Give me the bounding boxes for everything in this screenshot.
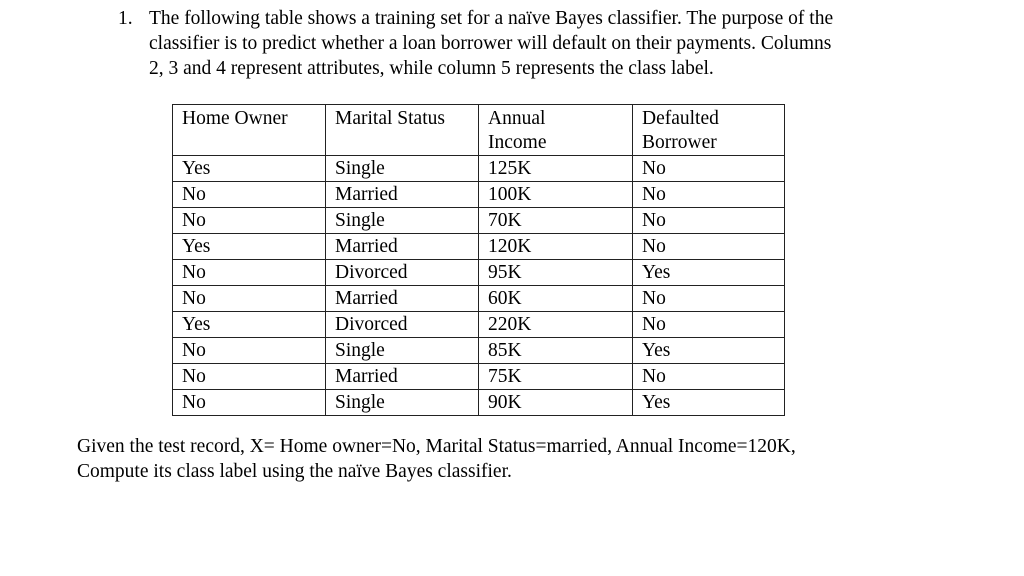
header-defaulted-borrower: Defaulted Borrower xyxy=(633,105,785,156)
cell-home-owner: No xyxy=(173,182,326,208)
cell-home-owner: No xyxy=(173,260,326,286)
header-marital-status: Marital Status xyxy=(326,105,479,156)
training-set-table xyxy=(172,104,785,416)
cell-defaulted: Yes xyxy=(633,338,785,364)
cell-marital-status: Single xyxy=(326,390,479,416)
cell-annual-income: 100K xyxy=(479,182,633,208)
cell-marital-status: Single xyxy=(326,338,479,364)
table-row xyxy=(173,182,785,208)
table-row xyxy=(173,208,785,234)
cell-home-owner: Yes xyxy=(173,312,326,338)
table-row xyxy=(173,338,785,364)
cell-defaulted: No xyxy=(633,208,785,234)
question-text xyxy=(149,6,939,81)
cell-annual-income: 70K xyxy=(479,208,633,234)
table-row xyxy=(173,260,785,286)
question-line: classifier is to predict whether a loan borrower will default on their payments. Columns xyxy=(149,33,832,54)
question-number: 1. xyxy=(118,8,133,29)
cell-defaulted: Yes xyxy=(633,390,785,416)
header-annual-income: Annual Income xyxy=(479,105,633,156)
prompt-line: Compute its class label using the naïve Bayes classifier. xyxy=(77,461,512,482)
cell-home-owner: Yes xyxy=(173,234,326,260)
cell-marital-status: Married xyxy=(326,234,479,260)
cell-annual-income: 85K xyxy=(479,338,633,364)
table-row xyxy=(173,390,785,416)
table-row xyxy=(173,312,785,338)
cell-defaulted: No xyxy=(633,286,785,312)
cell-home-owner: No xyxy=(173,390,326,416)
test-record-prompt xyxy=(77,434,977,484)
cell-annual-income: 120K xyxy=(479,234,633,260)
cell-defaulted: No xyxy=(633,182,785,208)
cell-defaulted: No xyxy=(633,364,785,390)
cell-home-owner: No xyxy=(173,338,326,364)
cell-marital-status: Single xyxy=(326,208,479,234)
cell-home-owner: No xyxy=(173,364,326,390)
cell-home-owner: No xyxy=(173,286,326,312)
table-row xyxy=(173,234,785,260)
cell-marital-status: Single xyxy=(326,156,479,182)
cell-marital-status: Divorced xyxy=(326,312,479,338)
cell-home-owner: Yes xyxy=(173,156,326,182)
cell-annual-income: 220K xyxy=(479,312,633,338)
cell-annual-income: 90K xyxy=(479,390,633,416)
cell-marital-status: Married xyxy=(326,286,479,312)
cell-defaulted: Yes xyxy=(633,260,785,286)
table-row xyxy=(173,364,785,390)
question-line: The following table shows a training set for a naïve Bayes classifier. The purpose of the xyxy=(149,8,834,29)
cell-marital-status: Married xyxy=(326,182,479,208)
cell-annual-income: 60K xyxy=(479,286,633,312)
cell-defaulted: No xyxy=(633,312,785,338)
cell-marital-status: Married xyxy=(326,364,479,390)
table-row xyxy=(173,286,785,312)
cell-marital-status: Divorced xyxy=(326,260,479,286)
question-line: 2, 3 and 4 represent attributes, while column 5 represents the class label. xyxy=(149,58,714,79)
table-row xyxy=(173,156,785,182)
cell-defaulted: No xyxy=(633,234,785,260)
question-block xyxy=(118,6,938,81)
cell-defaulted: No xyxy=(633,156,785,182)
table-header-row xyxy=(173,105,785,156)
prompt-line: Given the test record, X= Home owner=No, Marital Status=married, Annual Income=120K, xyxy=(77,436,796,457)
cell-annual-income: 125K xyxy=(479,156,633,182)
header-home-owner: Home Owner xyxy=(173,105,326,156)
cell-annual-income: 75K xyxy=(479,364,633,390)
cell-home-owner: No xyxy=(173,208,326,234)
cell-annual-income: 95K xyxy=(479,260,633,286)
